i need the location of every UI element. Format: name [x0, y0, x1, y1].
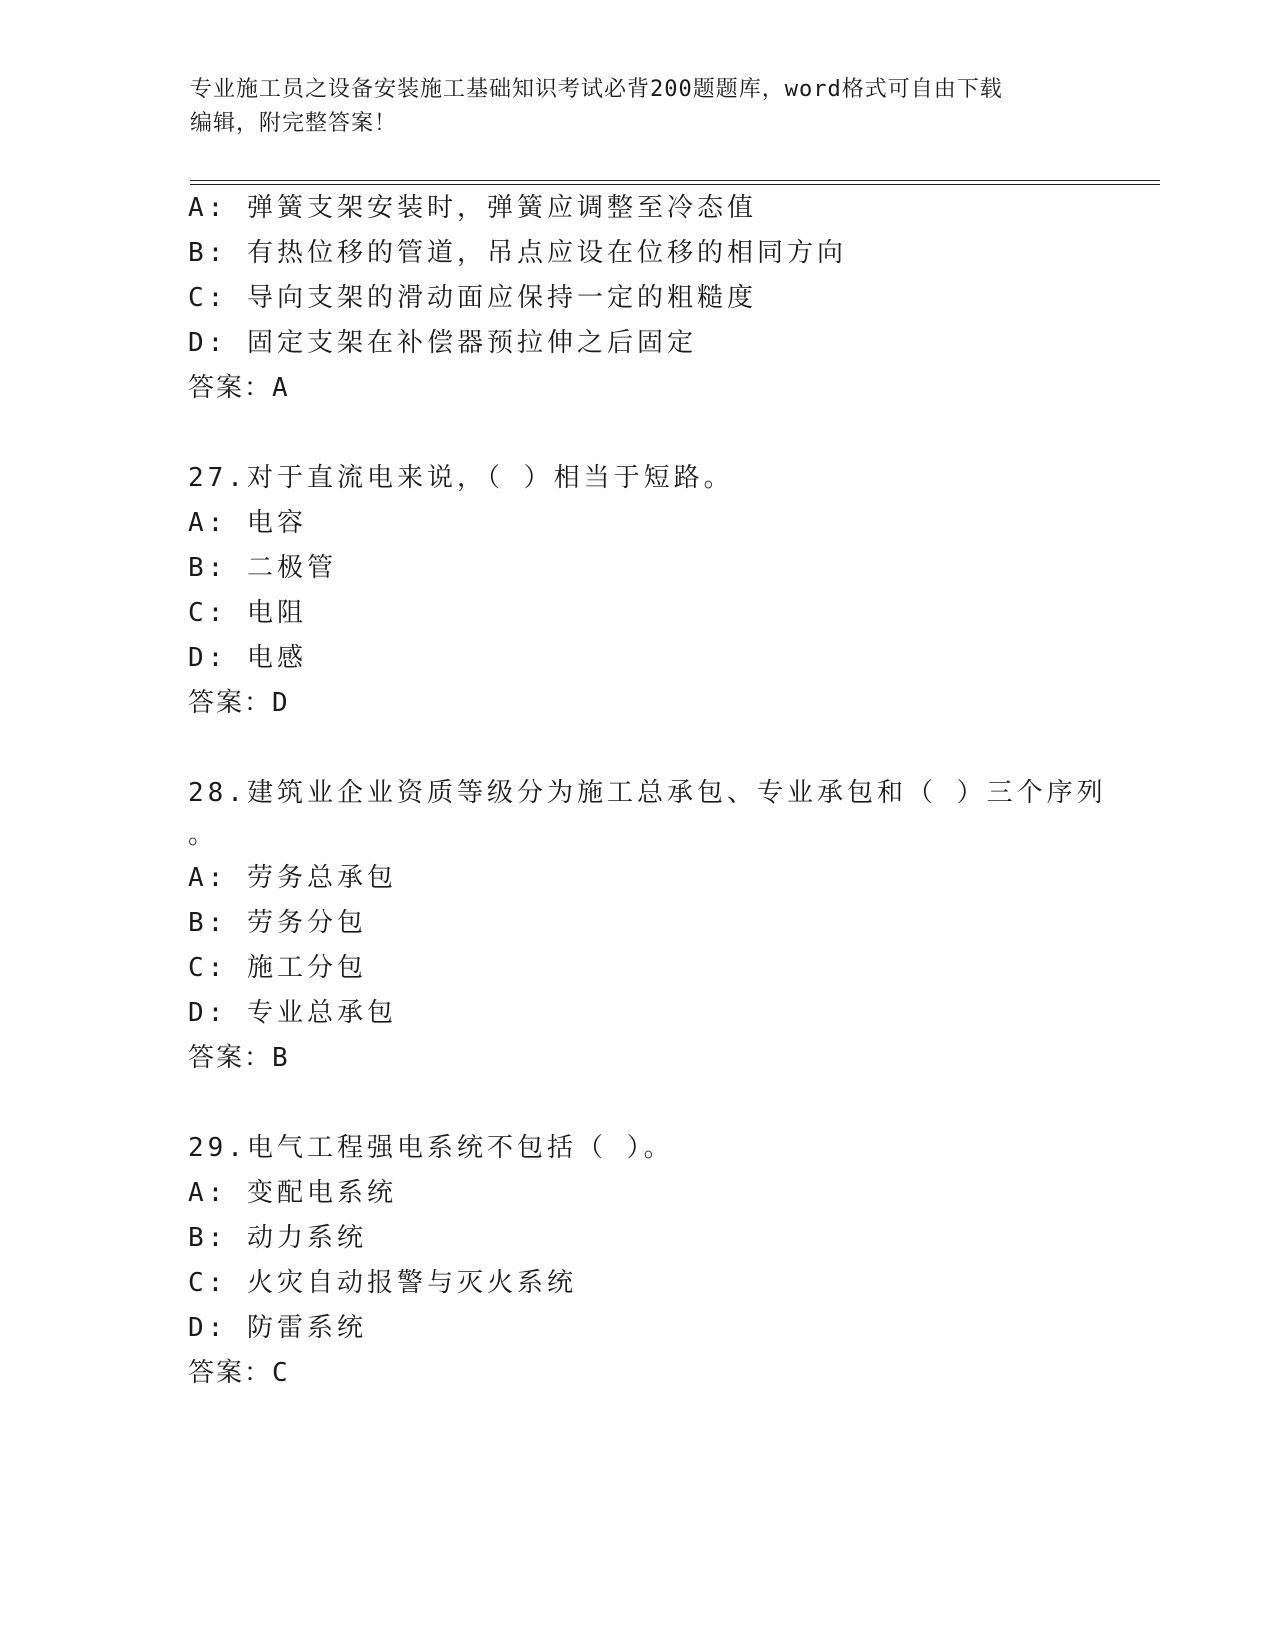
q28-option-c: C: 施工分包 [188, 953, 367, 983]
q29-option-c: C: 火灾自动报警与灭火系统 [188, 1268, 577, 1298]
header-title-line-1: 专业施工员之设备安装施工基础知识考试必背200题题库，word格式可自由下载 [190, 77, 1003, 102]
q29-option-a: A: 变配电系统 [188, 1178, 397, 1208]
q27-option-d: D: 电感 [188, 643, 307, 673]
q26-option-d: D: 固定支架在补偿器预拉伸之后固定 [188, 328, 697, 358]
q27-option-a: A: 电容 [188, 508, 307, 538]
q27-question: 27.对于直流电来说，（ ）相当于短路。 [188, 463, 734, 493]
q28-answer: 答案：B [188, 1043, 290, 1073]
q26-option-c: C: 导向支架的滑动面应保持一定的粗糙度 [188, 283, 757, 313]
q28-question: 28.建筑业企业资质等级分为施工总承包、专业承包和（ ）三个序列 [188, 778, 1107, 808]
q28-option-a: A: 劳务总承包 [188, 863, 397, 893]
q29-answer: 答案：C [188, 1358, 290, 1388]
q28-option-b: B: 劳务分包 [188, 908, 367, 938]
q29-option-d: D: 防雷系统 [188, 1313, 367, 1343]
q26-option-b: B: 有热位移的管道，吊点应设在位移的相同方向 [188, 238, 847, 268]
q26-option-a: A: 弹簧支架安装时，弹簧应调整至冷态值 [188, 193, 757, 223]
header-divider-bottom [190, 184, 1160, 185]
q28-option-d: D: 专业总承包 [188, 998, 397, 1028]
q29-question: 29.电气工程强电系统不包括（ ）。 [188, 1133, 674, 1163]
header-divider-top [190, 180, 1160, 181]
q28-question-continuation: 。 [188, 820, 219, 850]
header-title-line-2: 编辑，附完整答案！ [190, 111, 398, 136]
q27-answer: 答案：D [188, 688, 290, 718]
q29-option-b: B: 动力系统 [188, 1223, 367, 1253]
q27-option-b: B: 二极管 [188, 553, 337, 583]
document-header [190, 73, 1090, 141]
q26-answer: 答案：A [188, 373, 290, 403]
q27-option-c: C: 电阻 [188, 598, 307, 628]
